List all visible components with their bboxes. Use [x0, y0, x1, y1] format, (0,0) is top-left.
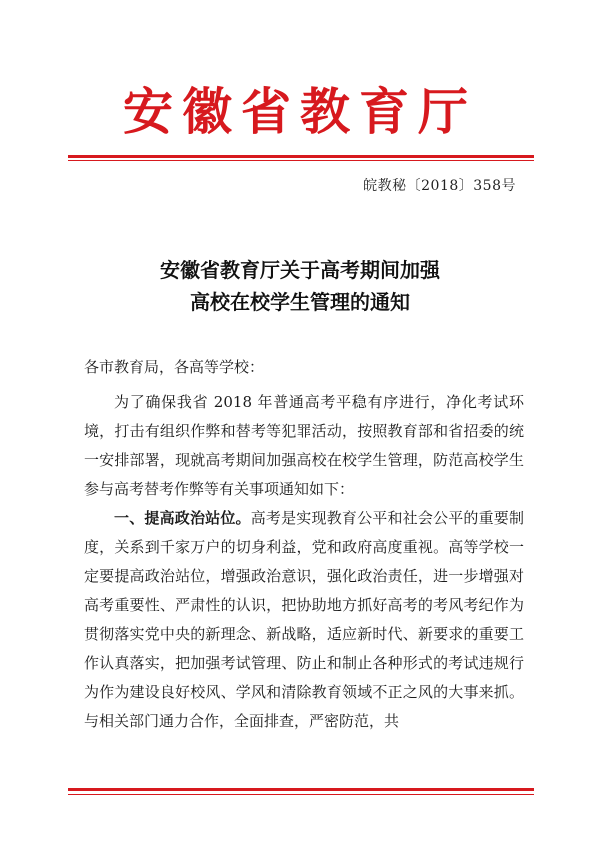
body-paragraph-intro [84, 388, 524, 504]
section-heading: 一、提高政治站位。 [114, 509, 251, 527]
paragraph-text: 为了确保我省 2018 年普通高考平稳有序进行，净化考试环境，打击有组织作弊和替考等犯罪活动，按照教育部和省招委的统一安排部署，现就高考期间加强高校在校学生管理，防范高校学生参与高考替考作弊等有关事项通知如下： [84, 393, 524, 498]
title-line-1: 安徽省教育厅关于高考期间加强 [160, 258, 440, 282]
paragraph-text: 高考是实现教育公平和社会公平的重要制度，关系到千家万户的切身利益，党和政府高度重视。高等学校一定要提高政治站位，增强政治意识，强化政治责任，进一步增强对高考重要性、严肃性的认识，把协助地方抓好高考的考风考纪作为贯彻落实党中央的新理念、新战略，适应新时代、新要求的重要工作认真落实，把加强考试管理、防止和制止各种形式的考试违规行为作为建设良好校风、学风和清除教育领域不正之风的大事来抓。与相关部门通力合作，全面排查，严密防范，共 [84, 509, 524, 730]
document-title [0, 254, 600, 318]
header-red-rule-thin [68, 160, 534, 161]
document-body [84, 388, 524, 736]
header-red-rule-thick [68, 155, 534, 158]
body-paragraph-section-1 [84, 504, 524, 736]
title-line-2: 高校在校学生管理的通知 [190, 290, 410, 314]
salutation: 各市教育局，各高等学校： [84, 358, 265, 376]
footer-red-rule-thin [68, 794, 534, 795]
footer-red-rule-thick [68, 788, 534, 791]
organization-header: 安徽省教育厅 [123, 82, 477, 141]
document-number: 皖教秘〔2018〕358号 [363, 178, 516, 194]
